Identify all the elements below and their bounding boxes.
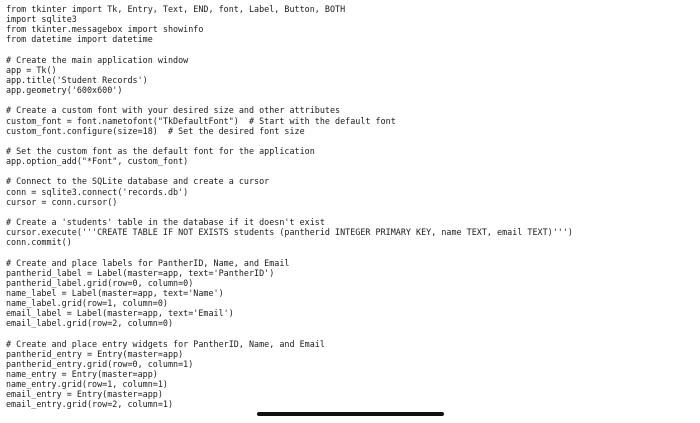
- code-line: [6, 166, 696, 176]
- code-line: [6, 329, 696, 339]
- code-line: email_label.grid(row=2, column=0): [6, 318, 174, 329]
- code-line: [6, 207, 696, 217]
- code-line: from datetime import datetime: [6, 34, 153, 45]
- code-line: pantherid_label = Label(master=app, text='PantherID'): [6, 267, 275, 278]
- code-line: [6, 45, 696, 55]
- code-line: name_entry.grid(row=1, column=1): [6, 379, 168, 390]
- code-line: app.option_add("*Font", custom_font): [6, 156, 189, 167]
- code-line: app.geometry('600x600'): [6, 85, 123, 96]
- code-line: custom_font.configure(size=18) # Set the desired font size: [6, 125, 305, 136]
- code-line: conn.commit(): [6, 237, 72, 248]
- code-line: pantherid_entry = Entry(master=app): [6, 348, 184, 359]
- code-line: [6, 247, 696, 257]
- code-line: # Set the custom font as the default font for the application: [6, 145, 315, 156]
- code-view: [6, 4, 696, 410]
- code-line: # Connect to the SQLite database and create a cursor: [6, 176, 270, 187]
- code-line: email_label = Label(master=app, text='Email'): [6, 308, 234, 319]
- code-line: email_entry.grid(row=2, column=1): [6, 399, 174, 410]
- code-line: # Create and place labels for PantherID, Name, and Email: [6, 257, 290, 268]
- code-line: email_entry = Entry(master=app): [6, 389, 163, 400]
- code-line: # Create and place entry widgets for PantherID, Name, and Email: [6, 338, 325, 349]
- code-line: [6, 95, 696, 105]
- code-line: app.title('Student Records'): [6, 74, 148, 85]
- code-line: conn = sqlite3.connect('records.db'): [6, 186, 189, 197]
- code-line: name_label = Label(master=app, text='Name'): [6, 287, 224, 298]
- code-line: # Create a custom font with your desired size and other attributes: [6, 105, 341, 116]
- code-line: name_label.grid(row=1, column=0): [6, 298, 168, 309]
- home-indicator-bar[interactable]: [257, 412, 444, 416]
- code-line: [6, 136, 696, 146]
- code-line: # Create the main application window: [6, 54, 189, 65]
- code-line: from tkinter import Tk, Entry, Text, END, font, Label, Button, BOTH: [6, 4, 346, 14]
- code-line: cursor = conn.cursor(): [6, 196, 118, 207]
- code-line: app = Tk(): [6, 64, 57, 75]
- code-line: pantherid_entry.grid(row=0, column=1): [6, 358, 194, 369]
- code-line: # Create a 'students' table in the database if it doesn't exist: [6, 216, 325, 227]
- code-line: from tkinter.messagebox import showinfo: [6, 24, 204, 35]
- code-line: custom_font = font.nametofont("TkDefaultFont") # Start with the default font: [6, 115, 396, 126]
- code-line: name_entry = Entry(master=app): [6, 369, 158, 380]
- code-line: import sqlite3: [6, 14, 77, 25]
- code-line: pantherid_label.grid(row=0, column=0): [6, 277, 194, 288]
- code-line: cursor.execute('''CREATE TABLE IF NOT EXISTS students (pantherid INTEGER PRIMARY KEY, name TEXT, email TEXT)'''): [6, 227, 573, 238]
